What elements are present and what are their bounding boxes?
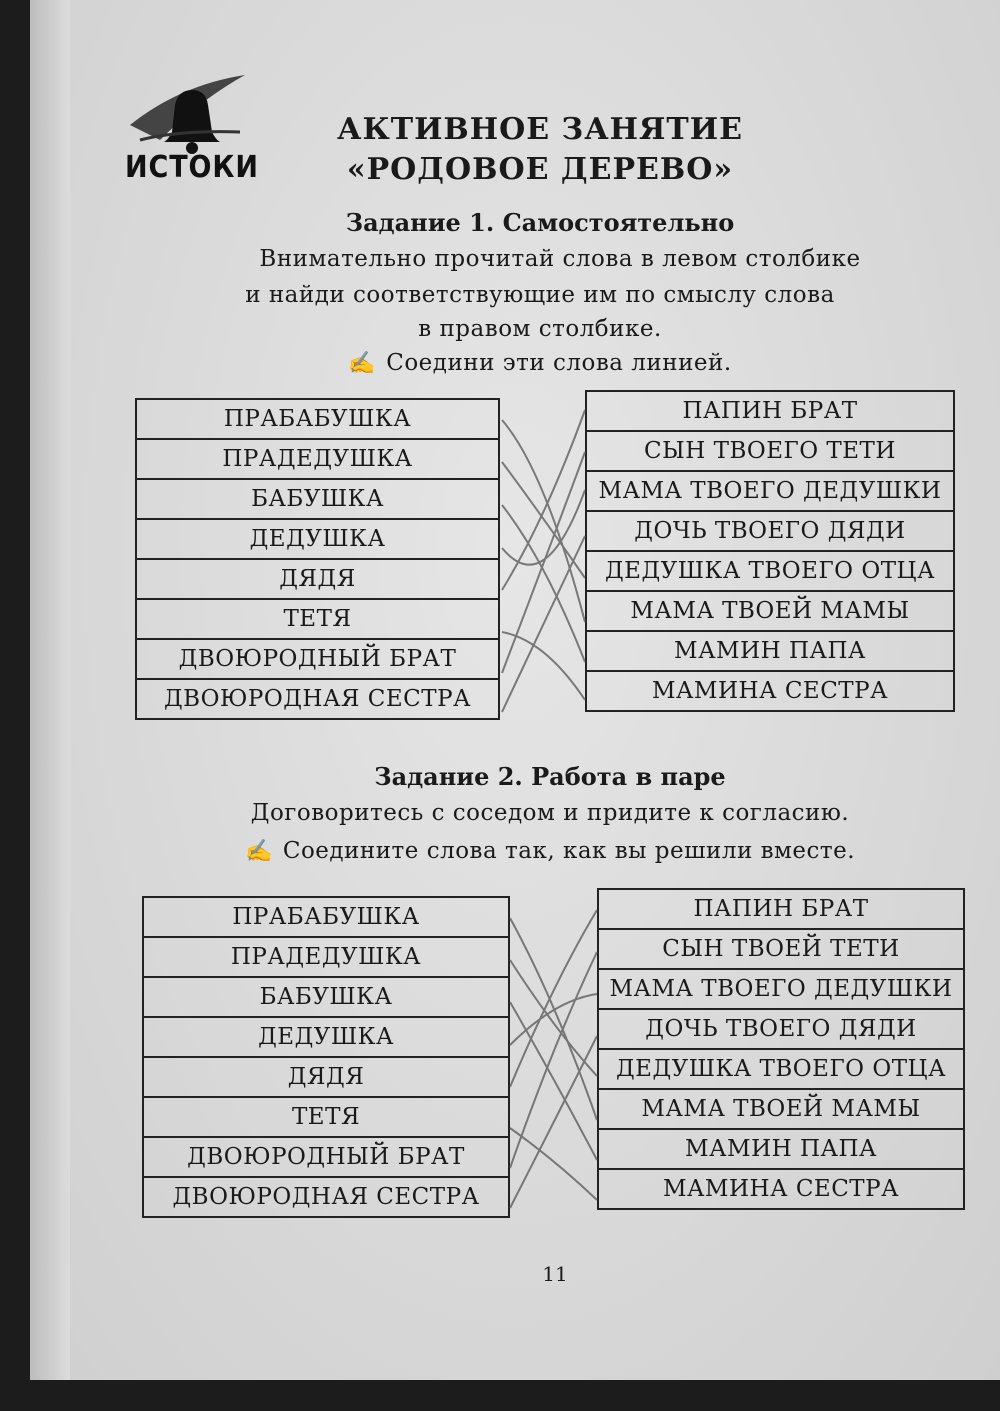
task1-text-line3: в правом столбике. — [418, 316, 662, 342]
task2-left-item[interactable]: ПРАДЕДУШКА — [143, 937, 509, 977]
task1-left-item[interactable]: ПРАБАБУШКА — [136, 399, 499, 439]
task1-text-line1: Внимательно прочитай слова в левом столбике — [259, 246, 861, 272]
page-title-line1: АКТИВНОЕ ЗАНЯТИЕ — [337, 112, 743, 147]
page-title-line2: «РОДОВОЕ ДЕРЕВО» — [346, 152, 734, 187]
task1-right-item[interactable]: ПАПИН БРАТ — [586, 391, 954, 431]
task1-instruction-text: Соедини эти слова линией. — [386, 350, 732, 376]
task2-right-item[interactable]: МАМИНА СЕСТРА — [598, 1169, 964, 1209]
task2-right-item[interactable]: МАМИН ПАПА — [598, 1129, 964, 1169]
task1-right-item[interactable]: МАМИН ПАПА — [586, 631, 954, 671]
task1-left-item[interactable]: ДВОЮРОДНАЯ СЕСТРА — [136, 679, 499, 719]
task1-left-item[interactable]: ДЯДЯ — [136, 559, 499, 599]
page-number: 11 — [542, 1262, 568, 1286]
task2-right-item[interactable]: ДЕДУШКА ТВОЕГО ОТЦА — [598, 1049, 964, 1089]
task1-heading: Задание 1. Самостоятельно — [345, 208, 735, 237]
pencil-line — [510, 918, 597, 1120]
task2-right-item[interactable]: МАМА ТВОЕЙ МАМЫ — [598, 1089, 964, 1129]
task1-right-item[interactable]: МАМА ТВОЕЙ МАМЫ — [586, 591, 954, 631]
task1-left-item[interactable]: ПРАДЕДУШКА — [136, 439, 499, 479]
task2-text-line1: Договоритесь с соседом и придите к согласию. — [250, 800, 850, 826]
task2-left-item[interactable]: ДВОЮРОДНАЯ СЕСТРА — [143, 1177, 509, 1217]
task2-left-item[interactable]: ДЕДУШКА — [143, 1017, 509, 1057]
task2-right-item[interactable]: МАМА ТВОЕГО ДЕДУШКИ — [598, 969, 964, 1009]
task2-right-item[interactable]: ДОЧЬ ТВОЕГО ДЯДИ — [598, 1009, 964, 1049]
task1-right-item[interactable]: МАМИНА СЕСТРА — [586, 671, 954, 711]
task1-right-item[interactable]: СЫН ТВОЕГО ТЕТИ — [586, 431, 954, 471]
task2-right-item[interactable]: СЫН ТВОЕЙ ТЕТИ — [598, 929, 964, 969]
task1-left-item[interactable]: БАБУШКА — [136, 479, 499, 519]
pencil-icon: ✍ — [348, 351, 377, 376]
pencil-line — [502, 490, 585, 565]
task2-left-item[interactable]: ТЕТЯ — [143, 1097, 509, 1137]
task2-left-item[interactable]: БАБУШКА — [143, 977, 509, 1017]
task2-instruction-text: Соедините слова так, как вы решили вместе. — [282, 838, 856, 864]
task1-right-item[interactable]: ДОЧЬ ТВОЕГО ДЯДИ — [586, 511, 954, 551]
task1-left-item[interactable]: ДВОЮРОДНЫЙ БРАТ — [136, 639, 499, 679]
task2-left-item[interactable]: ПРАБАБУШКА — [143, 897, 509, 937]
task1-left-item[interactable]: ДЕДУШКА — [136, 519, 499, 559]
logo-text: ИСТОКИ — [125, 150, 259, 185]
task1-right-item[interactable]: ДЕДУШКА ТВОЕГО ОТЦА — [586, 551, 954, 591]
task1-right-item[interactable]: МАМА ТВОЕГО ДЕДУШКИ — [586, 471, 954, 511]
task1-text-line2: и найди соответствующие им по смыслу слова — [245, 282, 835, 308]
task2-heading: Задание 2. Работа в паре — [374, 762, 726, 791]
task1-left-item[interactable]: ТЕТЯ — [136, 599, 499, 639]
pencil-line — [510, 1128, 597, 1200]
pencil-line — [510, 994, 597, 1045]
task2-left-item[interactable]: ДЯДЯ — [143, 1057, 509, 1097]
task2-left-item[interactable]: ДВОЮРОДНЫЙ БРАТ — [143, 1137, 509, 1177]
pencil-line — [510, 1036, 597, 1208]
pencil-icon: ✍ — [244, 839, 273, 864]
task2-right-item[interactable]: ПАПИН БРАТ — [598, 889, 964, 929]
